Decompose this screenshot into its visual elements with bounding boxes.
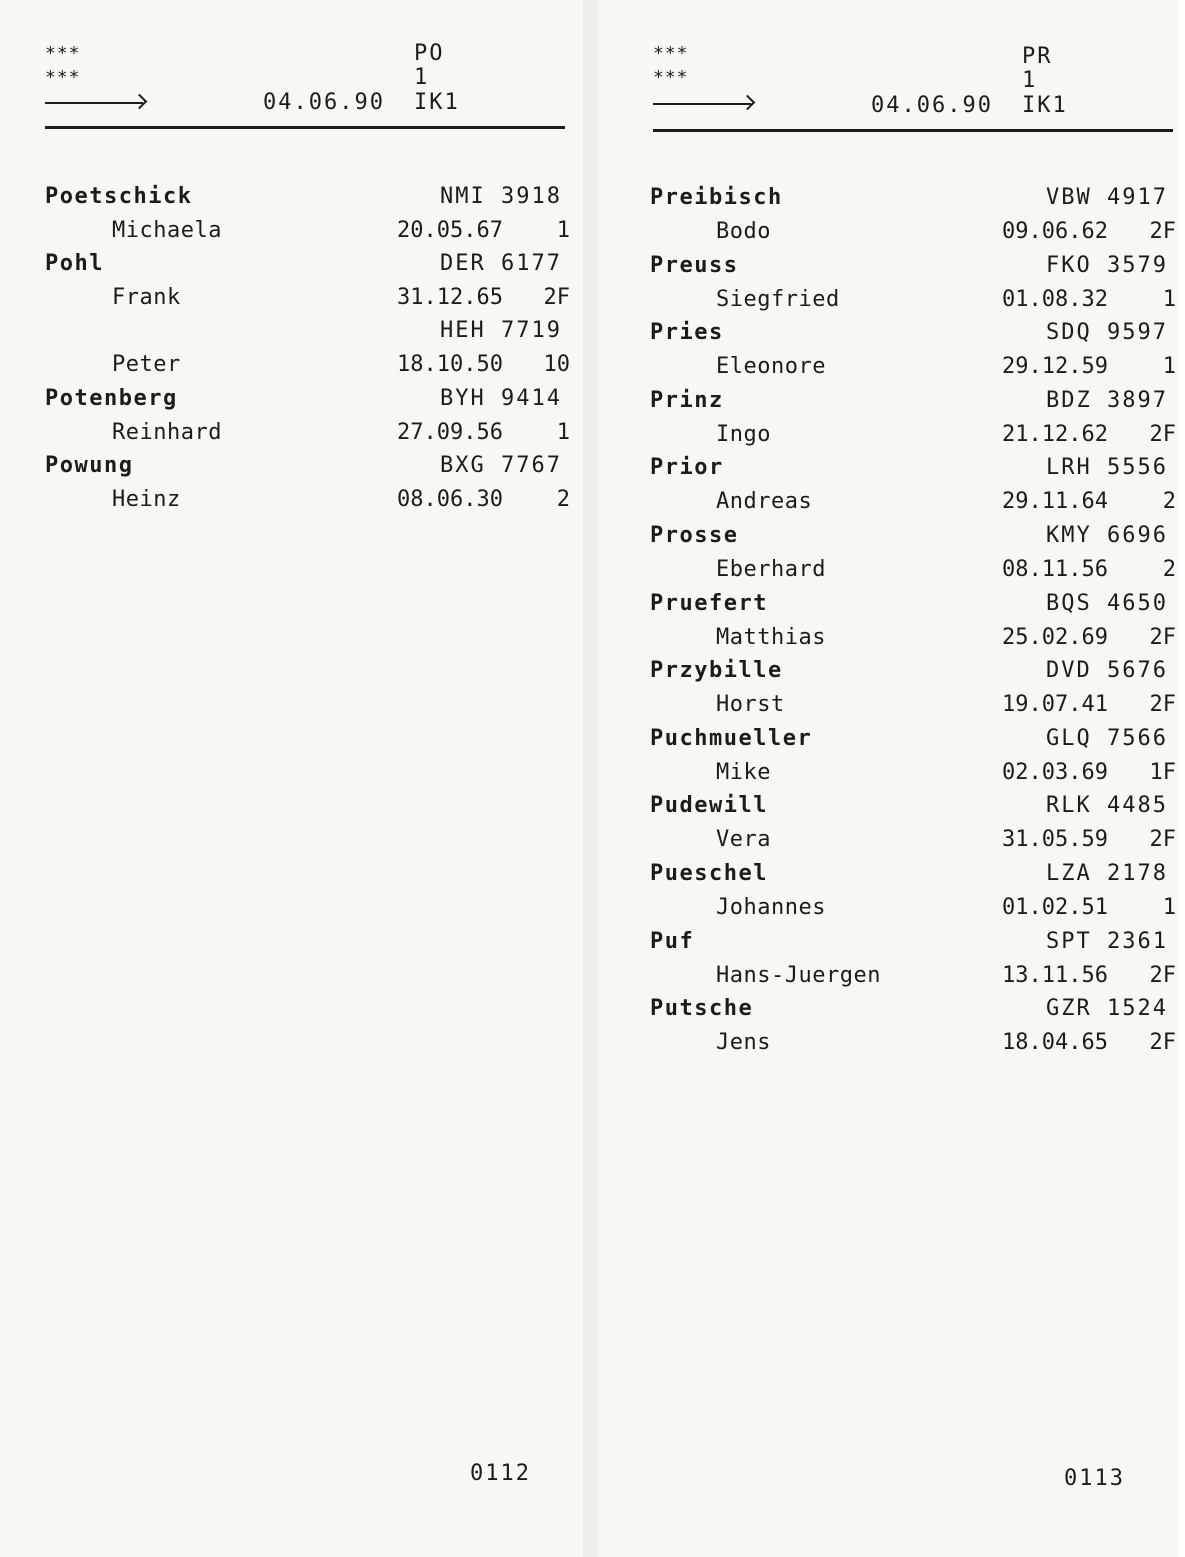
given-name: Vera [716, 827, 771, 853]
surname: Potenberg [45, 385, 178, 411]
list-item [0, 382, 583, 415]
id-code: FKO 3579 [1046, 252, 1168, 278]
birth-date: 18.04.65 [1002, 1030, 1108, 1056]
class-code: 2F [1149, 827, 1176, 853]
birth-date: 01.02.51 [1002, 895, 1108, 920]
surname: Puchmueller [650, 725, 813, 751]
list-item-detail [0, 416, 583, 449]
list-item-detail [598, 621, 1178, 654]
given-name: Michaela [112, 218, 222, 243]
list-item-detail [598, 283, 1178, 316]
class-code: 2F [1149, 1030, 1176, 1056]
id-code: HEH 7719 [440, 318, 562, 344]
header-stars-2: *** [45, 67, 81, 88]
given-name: Peter [112, 352, 181, 378]
class-code: 2 [1162, 557, 1176, 582]
birth-date: 02.03.69 [1002, 759, 1108, 785]
surname: Powung [45, 452, 134, 478]
header-stars-1: *** [653, 43, 689, 64]
given-name: Heinz [112, 486, 181, 512]
class-code: 2 [556, 486, 570, 512]
header-prefix: PR [1022, 44, 1053, 69]
printout-page-right [598, 0, 1178, 1557]
birth-date: 21.12.62 [1002, 421, 1108, 447]
birth-date: 29.12.59 [1002, 354, 1108, 380]
printout-page-left [0, 0, 583, 1557]
given-name: Ingo [716, 421, 771, 447]
id-code: GZR 1524 [1046, 996, 1168, 1022]
list-item [598, 857, 1178, 890]
class-code: 1F [1149, 759, 1176, 785]
list-item-detail [598, 418, 1178, 451]
list-item-detail [598, 215, 1178, 248]
birth-date: 25.02.69 [1002, 624, 1108, 650]
birth-date: 20.05.67 [397, 218, 503, 243]
id-code: BYH 9414 [440, 385, 562, 411]
list-item [598, 654, 1178, 687]
given-name: Eleonore [716, 354, 826, 380]
list-item [598, 992, 1178, 1025]
surname: Prinz [650, 387, 724, 413]
header-date: 04.06.90 [263, 90, 385, 115]
id-code: VBW 4917 [1046, 185, 1168, 210]
page-gap [583, 0, 598, 1557]
birth-date: 08.06.30 [397, 486, 503, 512]
given-name: Andreas [716, 489, 813, 515]
list-item [598, 384, 1178, 417]
class-code: 1 [1162, 286, 1176, 312]
list-item [598, 316, 1178, 349]
list-item-detail [598, 688, 1178, 721]
id-code: BXG 7767 [440, 452, 562, 478]
id-code: DER 6177 [440, 251, 562, 277]
id-code: KMY 6696 [1046, 523, 1168, 548]
list-item-detail [0, 281, 583, 314]
surname: Prosse [650, 523, 739, 548]
class-code: 2F [1149, 692, 1176, 718]
header-stars-1: *** [45, 43, 81, 64]
given-name: Bodo [716, 219, 771, 244]
list-item [0, 314, 583, 347]
surname: Pohl [45, 251, 104, 277]
surname: Puf [650, 928, 695, 954]
list-item-detail [0, 483, 583, 516]
id-code: DVD 5676 [1046, 658, 1168, 684]
list-item-detail [598, 756, 1178, 789]
list-item [598, 181, 1178, 214]
list-item-detail [598, 959, 1178, 992]
id-code: SDQ 9597 [1046, 320, 1168, 346]
birth-date: 09.06.62 [1002, 219, 1108, 244]
surname: Pueschel [650, 861, 768, 886]
birth-date: 29.11.64 [1002, 489, 1108, 515]
header-tag: IK1 [1022, 93, 1068, 118]
surname: Pries [650, 320, 724, 346]
list-item [598, 587, 1178, 620]
class-code: 1 [556, 419, 570, 445]
list-item-detail [598, 823, 1178, 856]
class-code: 1 [1162, 895, 1176, 920]
header-number: 1 [414, 65, 430, 90]
id-code: GLQ 7566 [1046, 725, 1168, 751]
birth-date: 13.11.56 [1002, 962, 1108, 988]
given-name: Reinhard [112, 419, 222, 445]
list-item [0, 247, 583, 280]
list-item-detail [0, 214, 583, 247]
surname: Preuss [650, 252, 739, 278]
header-prefix: PO [414, 41, 445, 66]
id-code: NMI 3918 [440, 184, 562, 209]
surname: Preibisch [650, 185, 783, 210]
surname: Putsche [650, 996, 754, 1022]
class-code: 2F [543, 285, 570, 311]
list-item [598, 722, 1178, 755]
entry-list [0, 0, 583, 1557]
class-code: 2F [1149, 962, 1176, 988]
list-item [598, 789, 1178, 822]
page-number: 0112 [470, 1461, 531, 1486]
class-code: 1 [1162, 354, 1176, 380]
class-code: 1 [556, 218, 570, 243]
birth-date: 18.10.50 [397, 352, 503, 378]
list-item [598, 519, 1178, 552]
given-name: Mike [716, 759, 771, 785]
birth-date: 01.08.32 [1002, 286, 1108, 312]
surname: Pudewill [650, 793, 768, 819]
list-item-detail [598, 1026, 1178, 1059]
id-code: RLK 4485 [1046, 793, 1168, 819]
given-name: Jens [716, 1030, 771, 1056]
given-name: Matthias [716, 624, 826, 650]
list-item [0, 180, 583, 213]
birth-date: 08.11.56 [1002, 557, 1108, 582]
id-code: LZA 2178 [1046, 861, 1168, 886]
surname: Prior [650, 455, 724, 481]
birth-date: 31.12.65 [397, 285, 503, 311]
page-number: 0113 [1064, 1466, 1125, 1491]
header-stars-2: *** [653, 67, 689, 88]
list-item-detail [598, 891, 1178, 924]
id-code: SPT 2361 [1046, 928, 1168, 954]
class-code: 2F [1149, 219, 1176, 244]
birth-date: 27.09.56 [397, 419, 503, 445]
class-code: 2 [1162, 489, 1176, 515]
id-code: BQS 4650 [1046, 590, 1168, 616]
given-name: Eberhard [716, 557, 826, 582]
list-item-detail [598, 350, 1178, 383]
surname: Przybille [650, 658, 783, 684]
header-date: 04.06.90 [871, 93, 993, 118]
birth-date: 19.07.41 [1002, 692, 1108, 718]
given-name: Johannes [716, 895, 826, 920]
given-name: Frank [112, 285, 181, 311]
class-code: 2F [1149, 624, 1176, 650]
given-name: Horst [716, 692, 785, 718]
class-code: 2F [1149, 421, 1176, 447]
class-code: 10 [543, 352, 570, 378]
header-tag: IK1 [414, 90, 460, 115]
given-name: Siegfried [716, 286, 840, 312]
header-number: 1 [1022, 68, 1038, 93]
list-item [0, 449, 583, 482]
list-item [598, 451, 1178, 484]
id-code: BDZ 3897 [1046, 387, 1168, 413]
entry-list [598, 0, 1178, 1557]
id-code: LRH 5556 [1046, 455, 1168, 481]
given-name: Hans-Juergen [716, 962, 881, 988]
surname: Poetschick [45, 184, 193, 209]
list-item-detail [598, 553, 1178, 586]
list-item-detail [0, 348, 583, 381]
list-item [598, 925, 1178, 958]
list-item [598, 249, 1178, 282]
birth-date: 31.05.59 [1002, 827, 1108, 853]
list-item-detail [598, 485, 1178, 518]
surname: Pruefert [650, 590, 768, 616]
